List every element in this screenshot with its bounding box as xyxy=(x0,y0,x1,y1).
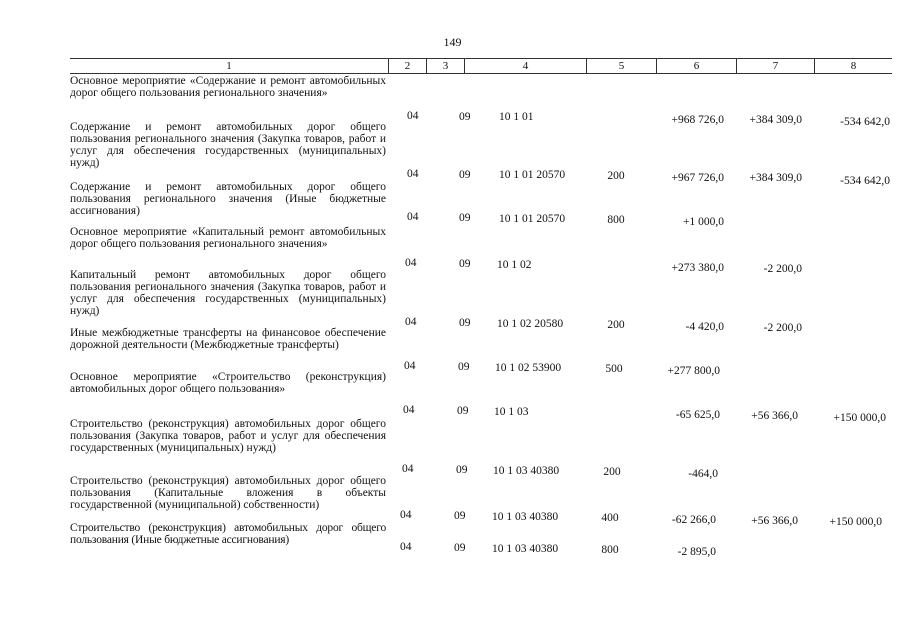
row-subsection: 09 xyxy=(457,405,469,417)
column-header-4: 4 xyxy=(464,59,586,73)
row-description: Строительство (реконструкция) автомобильных дорог общего пользования (Иные бюджетные ассигнования) xyxy=(70,522,386,546)
column-header-7: 7 xyxy=(736,59,814,73)
row-subsection: 09 xyxy=(458,361,470,373)
column-header-3: 3 xyxy=(426,59,464,73)
row-expense-type: 200 xyxy=(607,319,625,331)
row-amount-8: +150 000,0 xyxy=(833,412,886,424)
row-expense-type: 500 xyxy=(605,363,623,375)
row-target-code: 10 1 01 20570 xyxy=(499,213,566,225)
column-header-8: 8 xyxy=(814,59,892,73)
page-number: 149 xyxy=(443,35,462,49)
row-amount-6: -2 895,0 xyxy=(677,546,716,558)
row-target-code: 10 1 02 xyxy=(497,259,532,271)
row-expense-type: 800 xyxy=(607,214,625,226)
row-section: 04 xyxy=(402,463,414,475)
column-header-5: 5 xyxy=(586,59,656,73)
row-section: 04 xyxy=(403,404,415,416)
row-amount-6: +273 380,0 xyxy=(671,262,724,274)
row-amount-8: +150 000,0 xyxy=(829,516,882,528)
row-amount-6: +967 726,0 xyxy=(671,172,724,184)
row-subsection: 09 xyxy=(459,111,471,123)
row-target-code: 10 1 02 20580 xyxy=(497,318,564,330)
row-target-code: 10 1 03 40380 xyxy=(492,543,559,555)
row-description: Основное мероприятие «Содержание и ремонт автомобильных дорог общего пользования регионального значения» xyxy=(70,75,386,99)
column-header-6: 6 xyxy=(656,59,736,73)
row-description: Иные межбюджетные трансферты на финансовое обеспечение дорожной деятельности (Межбюджетные трансферты) xyxy=(70,327,386,351)
row-description: Основное мероприятие «Капитальный ремонт автомобильных дорог общего пользования регионального значения» xyxy=(70,226,386,250)
row-amount-6: +277 800,0 xyxy=(667,365,720,377)
row-amount-7: -2 200,0 xyxy=(763,322,802,334)
row-amount-6: +1 000,0 xyxy=(683,216,724,228)
row-target-code: 10 1 02 53900 xyxy=(495,362,562,374)
row-amount-7: +384 309,0 xyxy=(749,114,802,126)
row-target-code: 10 1 03 40380 xyxy=(493,465,560,477)
row-amount-7: +56 366,0 xyxy=(751,410,798,422)
row-amount-6: -4 420,0 xyxy=(685,321,724,333)
row-amount-6: -62 266,0 xyxy=(671,514,716,526)
row-expense-type: 400 xyxy=(601,512,619,524)
row-amount-6: +968 726,0 xyxy=(671,114,724,126)
row-amount-6: -65 625,0 xyxy=(675,409,720,421)
row-amount-6: -464,0 xyxy=(688,468,718,480)
row-subsection: 09 xyxy=(454,510,466,522)
row-subsection: 09 xyxy=(456,464,468,476)
row-target-code: 10 1 03 xyxy=(494,406,529,418)
row-subsection: 09 xyxy=(454,542,466,554)
row-description: Строительство (реконструкция) автомобильных дорог общего пользования (Капитальные вложения в объекты государственной (муниципальной) собственности) xyxy=(70,475,386,511)
row-section: 04 xyxy=(407,168,419,180)
row-expense-type: 200 xyxy=(607,170,625,182)
row-section: 04 xyxy=(407,110,419,122)
row-target-code: 10 1 01 xyxy=(499,111,534,123)
row-target-code: 10 1 01 20570 xyxy=(499,169,566,181)
row-section: 04 xyxy=(400,541,412,553)
row-subsection: 09 xyxy=(459,212,471,224)
row-expense-type: 800 xyxy=(601,544,619,556)
row-target-code: 10 1 03 40380 xyxy=(492,511,559,523)
row-expense-type: 200 xyxy=(603,466,621,478)
column-header-1: 1 xyxy=(226,60,232,72)
row-section: 04 xyxy=(405,257,417,269)
row-description: Содержание и ремонт автомобильных дорог общего пользования регионального значения (Закупка товаров, работ и услуг для обеспечения государственных (муниципальных) нужд) xyxy=(70,121,386,169)
table-header xyxy=(70,58,892,74)
row-amount-8: -534 642,0 xyxy=(840,116,890,128)
row-section: 04 xyxy=(400,509,412,521)
row-description: Капитальный ремонт автомобильных дорог общего пользования регионального значения (Закупка товаров, работ и услуг для обеспечения государственных (муниципальных) нужд) xyxy=(70,269,386,317)
row-section: 04 xyxy=(407,211,419,223)
row-section: 04 xyxy=(404,360,416,372)
row-description: Строительство (реконструкция) автомобильных дорог общего пользования (Закупка товаров, работ и услуг для обеспечения государственных (муниципальных) нужд) xyxy=(70,418,386,454)
row-section: 04 xyxy=(405,316,417,328)
row-amount-7: -2 200,0 xyxy=(763,263,802,275)
row-description: Основное мероприятие «Строительство (реконструкция) автомобильных дорог общего пользования» xyxy=(70,371,386,395)
row-description: Содержание и ремонт автомобильных дорог общего пользования регионального значения (Иные бюджетные ассигнования) xyxy=(70,181,386,217)
row-subsection: 09 xyxy=(459,317,471,329)
column-header-2: 2 xyxy=(388,59,426,73)
row-amount-8: -534 642,0 xyxy=(840,175,890,187)
row-subsection: 09 xyxy=(459,258,471,270)
row-subsection: 09 xyxy=(459,169,471,181)
row-amount-7: +384 309,0 xyxy=(749,172,802,184)
row-amount-7: +56 366,0 xyxy=(751,515,798,527)
